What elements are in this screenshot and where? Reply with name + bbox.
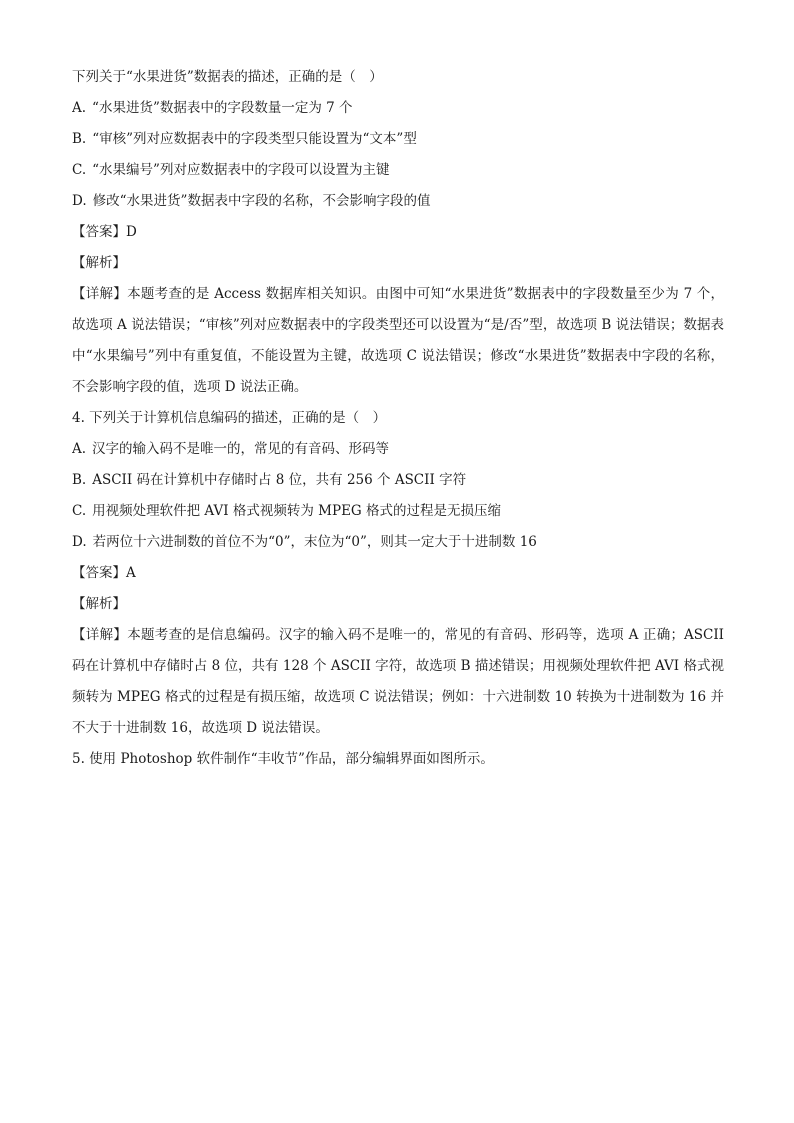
answer-label: 【答案】	[72, 224, 126, 240]
answer-label: 【答案】	[72, 565, 126, 581]
answer-value: A	[126, 565, 136, 581]
document-content	[72, 62, 724, 775]
question-4-option-c	[72, 496, 724, 527]
option-text: “水果进货”数据表中的字段数量一定为 7 个	[92, 100, 353, 116]
question-3-option-c	[72, 155, 724, 186]
option-text: 用视频处理软件把 AVI 格式视频转为 MPEG 格式的过程是无损压缩	[92, 503, 502, 519]
question-3-stem: 下列关于“水果进货”数据表的描述，正确的是（ ）	[72, 69, 383, 85]
option-text: 汉字的输入码不是唯一的，常见的有音码、形码等	[92, 441, 390, 457]
question-4-analysis-label	[72, 589, 724, 620]
detail-label: 【详解】	[72, 286, 128, 302]
analysis-label: 【解析】	[72, 255, 126, 271]
question-3-detail	[72, 279, 724, 403]
option-text: 修改“水果进货”数据表中字段的名称，不会影响字段的值	[92, 193, 431, 209]
analysis-label: 【解析】	[72, 596, 126, 612]
option-text: “审核”列对应数据表中的字段类型只能设置为“文本”型	[92, 131, 417, 147]
option-letter: A.	[72, 441, 87, 457]
option-letter: C.	[72, 162, 87, 178]
question-4-option-a	[72, 434, 724, 465]
question-4-option-d	[72, 527, 724, 558]
option-letter: D.	[72, 534, 87, 550]
question-4-option-b	[72, 465, 724, 496]
question-3-option-d	[72, 186, 724, 217]
option-letter: C.	[72, 503, 87, 519]
question-3-option-b	[72, 124, 724, 155]
question-5-stem: 5. 使用 Photoshop 软件制作“丰收节”作品，部分编辑界面如图所示。	[72, 751, 494, 767]
question-4-answer	[72, 558, 724, 589]
option-text: 若两位十六进制数的首位不为“0”，末位为“0”，则其一定大于十进制数 16	[92, 534, 537, 550]
option-letter: A.	[72, 100, 87, 116]
option-letter: B.	[72, 472, 87, 488]
option-letter: B.	[72, 131, 87, 147]
detail-text: 本题考查的是 Access 数据库相关知识。由图中可知“水果进货”数据表中的字段数量至少为 7 个，故选项 A 说法错误；“审核”列对应数据表中的字段类型还可以设置为“是/否”型，故选项 B 说法错误；数据表中“水果编号”列中有重复值，不能设置为主键，故选项 C 说法错误；修改“水果进货”数据表中字段的名称，不会影响字段的值，选项 D 说法正确。	[72, 286, 724, 395]
option-letter: D.	[72, 193, 87, 209]
answer-value: D	[126, 224, 137, 240]
question-3-answer	[72, 217, 724, 248]
option-text: “水果编号”列对应数据表中的字段可以设置为主键	[92, 162, 390, 178]
question-3-option-a	[72, 93, 724, 124]
question-4-stem: 4. 下列关于计算机信息编码的描述，正确的是（ ）	[72, 410, 387, 426]
option-text: ASCII 码在计算机中存储时占 8 位，共有 256 个 ASCII 字符	[92, 472, 467, 488]
detail-text: 本题考查的是信息编码。汉字的输入码不是唯一的，常见的有音码、形码等，选项 A 正确；ASCII 码在计算机中存储时占 8 位，共有 128 个 ASCII 字符，故选项 B 描述错误；用视频处理软件把 AVI 格式视频转为 MPEG 格式的过程是有损压缩，故选项 C 说法错误；例如：十六进制数 10 转换为十进制数为 16 并不大于十进制数 16，故选项 D 说法错误。	[72, 627, 725, 736]
question-3-analysis-label	[72, 248, 724, 279]
question-4-detail	[72, 620, 724, 744]
detail-label: 【详解】	[72, 627, 128, 643]
